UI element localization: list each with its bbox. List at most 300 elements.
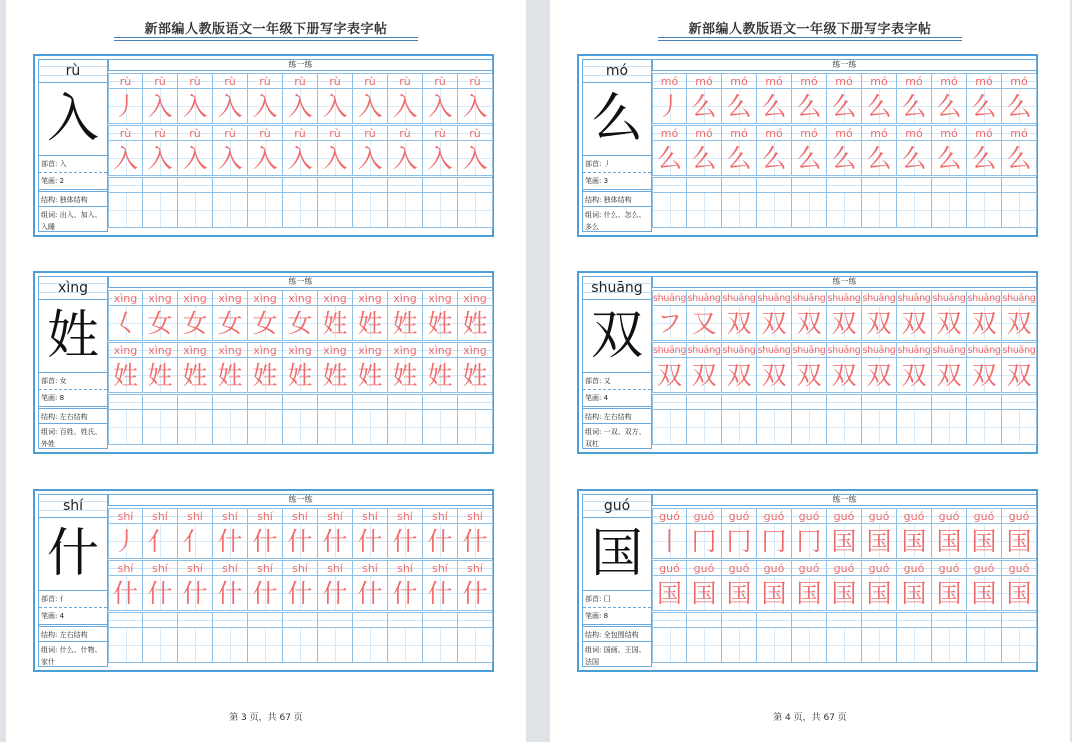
tracing-cell[interactable]: [423, 576, 458, 611]
empty-pinyin-cell[interactable]: [932, 177, 967, 193]
empty-pinyin-cell[interactable]: [143, 177, 178, 193]
tracing-cell[interactable]: [932, 358, 967, 393]
tracing-cell[interactable]: [178, 576, 213, 611]
pinyin-cell: guó: [932, 508, 967, 524]
pinyin-cell: guó: [827, 560, 862, 576]
empty-writing-cell[interactable]: [353, 193, 388, 228]
tracing-cell[interactable]: [827, 89, 862, 124]
empty-writing-cell[interactable]: [143, 410, 178, 445]
empty-writing-cell[interactable]: [967, 410, 1002, 445]
empty-pinyin-cell[interactable]: [388, 394, 423, 410]
empty-pinyin-cell[interactable]: [932, 612, 967, 628]
tracing-cell[interactable]: [687, 524, 722, 559]
empty-writing-cell[interactable]: [827, 410, 862, 445]
tracing-cell[interactable]: [178, 89, 213, 124]
empty-writing-cell[interactable]: [897, 193, 932, 228]
empty-writing-cell[interactable]: [213, 193, 248, 228]
empty-writing-cell[interactable]: [792, 628, 827, 663]
empty-writing-cell[interactable]: [353, 628, 388, 663]
empty-writing-cell[interactable]: [652, 193, 687, 228]
tracing-cell[interactable]: [283, 89, 318, 124]
tracing-cell[interactable]: [423, 306, 458, 341]
tracing-cell[interactable]: [792, 524, 827, 559]
tracing-cell[interactable]: [967, 141, 1002, 176]
empty-pinyin-cell[interactable]: [1002, 177, 1037, 193]
empty-pinyin-cell[interactable]: [143, 394, 178, 410]
tracing-cell[interactable]: [143, 141, 178, 176]
tracing-cell[interactable]: [687, 358, 722, 393]
empty-pinyin-cell[interactable]: [213, 177, 248, 193]
empty-writing-cell[interactable]: [458, 628, 493, 663]
empty-pinyin-cell[interactable]: [757, 612, 792, 628]
empty-writing-cell[interactable]: [458, 193, 493, 228]
tracing-cell[interactable]: [143, 524, 178, 559]
tracing-cell[interactable]: [178, 358, 213, 393]
tracing-char: 入: [252, 144, 278, 173]
empty-pinyin-cell[interactable]: [792, 612, 827, 628]
empty-writing-cell[interactable]: [722, 193, 757, 228]
empty-writing-cell[interactable]: [862, 410, 897, 445]
tracing-cell[interactable]: [897, 89, 932, 124]
empty-writing-cell[interactable]: [862, 628, 897, 663]
pinyin-cell: xìng: [353, 342, 388, 358]
tracing-cell[interactable]: [687, 576, 722, 611]
empty-pinyin-cell[interactable]: [967, 394, 1002, 410]
tracing-cell[interactable]: [932, 576, 967, 611]
tracing-cell[interactable]: [388, 306, 423, 341]
tracing-cell[interactable]: [862, 89, 897, 124]
tracing-cell[interactable]: [108, 141, 143, 176]
tracing-cell[interactable]: [213, 306, 248, 341]
pinyin-cell: mó: [687, 73, 722, 89]
tracing-cell[interactable]: [108, 89, 143, 124]
tracing-cell[interactable]: [722, 89, 757, 124]
empty-pinyin-cell[interactable]: [388, 177, 423, 193]
tracing-cell[interactable]: [213, 576, 248, 611]
tracing-cell[interactable]: [458, 358, 493, 393]
empty-writing-cell[interactable]: [388, 410, 423, 445]
empty-pinyin-cell[interactable]: [213, 394, 248, 410]
empty-pinyin-cell[interactable]: [722, 612, 757, 628]
tracing-cell[interactable]: [178, 306, 213, 341]
empty-pinyin-cell[interactable]: [458, 177, 493, 193]
empty-pinyin-cell[interactable]: [967, 177, 1002, 193]
tracing-cell[interactable]: [248, 524, 283, 559]
empty-writing-cell[interactable]: [932, 193, 967, 228]
empty-pinyin-cell[interactable]: [757, 394, 792, 410]
tracing-cell[interactable]: [318, 141, 353, 176]
tracing-cell[interactable]: [1002, 524, 1037, 559]
empty-pinyin-cell[interactable]: [318, 394, 353, 410]
tracing-cell[interactable]: [1002, 141, 1037, 176]
tracing-cell[interactable]: [897, 306, 932, 341]
empty-pinyin-cell[interactable]: [283, 612, 318, 628]
empty-pinyin-cell[interactable]: [897, 177, 932, 193]
tracing-cell[interactable]: [213, 358, 248, 393]
tracing-cell[interactable]: [722, 576, 757, 611]
empty-writing-cell[interactable]: [318, 410, 353, 445]
tracing-cell[interactable]: [178, 141, 213, 176]
pinyin-cell: shí: [143, 560, 178, 576]
tracing-cell[interactable]: [178, 524, 213, 559]
tracing-cell[interactable]: [143, 576, 178, 611]
tracing-cell[interactable]: [143, 89, 178, 124]
empty-pinyin-cell[interactable]: [458, 394, 493, 410]
empty-writing-cell[interactable]: [1002, 628, 1037, 663]
empty-writing-cell[interactable]: [792, 410, 827, 445]
empty-pinyin-cell[interactable]: [423, 394, 458, 410]
pinyin-cell: guó: [1002, 508, 1037, 524]
empty-pinyin-cell[interactable]: [722, 394, 757, 410]
empty-pinyin-cell[interactable]: [687, 612, 722, 628]
tracing-cell[interactable]: [353, 306, 388, 341]
stroke-order-char: 什: [217, 527, 243, 556]
empty-pinyin-cell[interactable]: [178, 394, 213, 410]
tracing-cell[interactable]: [827, 306, 862, 341]
tracing-cell[interactable]: [862, 141, 897, 176]
character-info-panel: [38, 276, 108, 449]
tracing-cell[interactable]: [248, 358, 283, 393]
empty-writing-cell[interactable]: [108, 193, 143, 228]
tracing-cell[interactable]: [213, 141, 248, 176]
tracing-cell[interactable]: [213, 524, 248, 559]
empty-pinyin-cell[interactable]: [932, 394, 967, 410]
empty-pinyin-cell[interactable]: [897, 612, 932, 628]
empty-pinyin-cell[interactable]: [283, 177, 318, 193]
empty-pinyin-cell[interactable]: [353, 612, 388, 628]
empty-writing-cell[interactable]: [283, 193, 318, 228]
empty-pinyin-cell[interactable]: [827, 612, 862, 628]
tracing-cell[interactable]: [318, 89, 353, 124]
empty-writing-cell[interactable]: [687, 410, 722, 445]
tracing-cell[interactable]: [388, 141, 423, 176]
tracing-cell[interactable]: [283, 576, 318, 611]
tracing-cell[interactable]: [967, 358, 1002, 393]
empty-pinyin-cell[interactable]: [213, 612, 248, 628]
tracing-cell[interactable]: [722, 358, 757, 393]
empty-pinyin-cell[interactable]: [388, 612, 423, 628]
tracing-cell[interactable]: [423, 524, 458, 559]
tracing-cell[interactable]: [143, 306, 178, 341]
pinyin-cell: shuāng: [757, 290, 792, 306]
pinyin-cell: mó: [932, 73, 967, 89]
tracing-cell[interactable]: [862, 576, 897, 611]
tracing-cell[interactable]: [388, 89, 423, 124]
empty-writing-cell[interactable]: [757, 628, 792, 663]
tracing-cell[interactable]: [388, 358, 423, 393]
empty-pinyin-cell[interactable]: [248, 177, 283, 193]
stroke-order-char: 么: [761, 92, 787, 121]
tracing-cell[interactable]: [458, 306, 493, 341]
tracing-cell[interactable]: [353, 358, 388, 393]
tracing-cell[interactable]: [388, 524, 423, 559]
empty-writing-cell[interactable]: [178, 193, 213, 228]
tracing-cell[interactable]: [827, 524, 862, 559]
tracing-cell[interactable]: [423, 141, 458, 176]
empty-pinyin-cell[interactable]: [1002, 394, 1037, 410]
tracing-cell[interactable]: [652, 576, 687, 611]
tracing-char: 入: [217, 144, 243, 173]
tracing-cell[interactable]: [1002, 576, 1037, 611]
empty-writing-cell[interactable]: [652, 628, 687, 663]
pinyin-cell: shí: [353, 560, 388, 576]
tracing-cell[interactable]: [827, 576, 862, 611]
tracing-cell[interactable]: [318, 306, 353, 341]
tracing-cell[interactable]: [108, 524, 143, 559]
stroke-order-char: 姓: [427, 309, 453, 338]
tracing-cell[interactable]: [213, 89, 248, 124]
tracing-cell[interactable]: [722, 306, 757, 341]
tracing-cell[interactable]: [388, 576, 423, 611]
tracing-cell[interactable]: [792, 306, 827, 341]
empty-pinyin-cell[interactable]: [862, 177, 897, 193]
tracing-cell[interactable]: [652, 306, 687, 341]
page-footer: 第 3 页，共 67 页: [229, 713, 303, 723]
tracing-cell[interactable]: [932, 306, 967, 341]
tracing-cell[interactable]: [757, 524, 792, 559]
tracing-cell[interactable]: [248, 306, 283, 341]
tracing-cell[interactable]: [687, 89, 722, 124]
tracing-char: 入: [147, 144, 173, 173]
tracing-cell[interactable]: [353, 141, 388, 176]
tracing-cell[interactable]: [248, 576, 283, 611]
pinyin-cell: mó: [967, 125, 1002, 141]
tracing-cell[interactable]: [932, 141, 967, 176]
empty-writing-cell[interactable]: [108, 628, 143, 663]
tracing-cell[interactable]: [792, 89, 827, 124]
empty-pinyin-cell[interactable]: [652, 394, 687, 410]
empty-pinyin-cell[interactable]: [458, 612, 493, 628]
empty-writing-cell[interactable]: [108, 410, 143, 445]
tracing-cell[interactable]: [353, 576, 388, 611]
empty-pinyin-cell[interactable]: [967, 612, 1002, 628]
tracing-cell[interactable]: [862, 306, 897, 341]
empty-pinyin-cell[interactable]: [108, 394, 143, 410]
empty-pinyin-cell[interactable]: [792, 394, 827, 410]
empty-pinyin-cell[interactable]: [283, 394, 318, 410]
empty-writing-cell[interactable]: [178, 628, 213, 663]
empty-writing-cell[interactable]: [722, 410, 757, 445]
empty-writing-cell[interactable]: [862, 193, 897, 228]
empty-pinyin-cell[interactable]: [897, 394, 932, 410]
empty-writing-cell[interactable]: [353, 410, 388, 445]
pinyin-cell: shí: [388, 508, 423, 524]
tracing-cell[interactable]: [1002, 306, 1037, 341]
tracing-cell[interactable]: [897, 576, 932, 611]
tracing-cell[interactable]: [353, 524, 388, 559]
tracing-cell[interactable]: [792, 358, 827, 393]
tracing-cell[interactable]: [458, 141, 493, 176]
tracing-cell[interactable]: [757, 306, 792, 341]
empty-writing-cell[interactable]: [458, 410, 493, 445]
radical-label: 部首: 囗: [583, 590, 651, 607]
empty-pinyin-cell[interactable]: [423, 177, 458, 193]
empty-pinyin-cell[interactable]: [722, 177, 757, 193]
empty-writing-cell[interactable]: [423, 410, 458, 445]
tracing-cell[interactable]: [318, 524, 353, 559]
empty-writing-cell[interactable]: [827, 193, 862, 228]
empty-pinyin-cell[interactable]: [318, 612, 353, 628]
pinyin-cell: xìng: [388, 342, 423, 358]
empty-pinyin-cell[interactable]: [318, 177, 353, 193]
tracing-cell[interactable]: [423, 358, 458, 393]
tracing-cell[interactable]: [897, 141, 932, 176]
tracing-cell[interactable]: [108, 576, 143, 611]
empty-writing-cell[interactable]: [792, 193, 827, 228]
tracing-cell[interactable]: [827, 141, 862, 176]
tracing-cell[interactable]: [108, 306, 143, 341]
stroke-order-char: 国: [971, 527, 997, 556]
tracing-cell[interactable]: [932, 524, 967, 559]
empty-writing-cell[interactable]: [283, 410, 318, 445]
empty-writing-cell[interactable]: [318, 628, 353, 663]
empty-writing-cell[interactable]: [318, 193, 353, 228]
stroke-order-char: 又: [691, 309, 717, 338]
tracing-cell[interactable]: [757, 141, 792, 176]
tracing-cell[interactable]: [108, 358, 143, 393]
pinyin-cell: rù: [388, 73, 423, 89]
tracing-cell[interactable]: [458, 89, 493, 124]
tracing-cell[interactable]: [932, 89, 967, 124]
empty-writing-cell[interactable]: [248, 193, 283, 228]
empty-writing-cell[interactable]: [283, 628, 318, 663]
tracing-cell[interactable]: [652, 89, 687, 124]
empty-writing-cell[interactable]: [213, 628, 248, 663]
empty-writing-cell[interactable]: [827, 628, 862, 663]
empty-writing-cell[interactable]: [932, 628, 967, 663]
empty-pinyin-cell[interactable]: [652, 177, 687, 193]
pinyin-cell: shí: [283, 508, 318, 524]
empty-writing-cell[interactable]: [143, 628, 178, 663]
pinyin-cell: shuāng: [1002, 290, 1037, 306]
stroke-order-char: 双: [971, 309, 997, 338]
pinyin-cell: guó: [757, 560, 792, 576]
empty-writing-cell[interactable]: [932, 410, 967, 445]
tracing-cell[interactable]: [792, 576, 827, 611]
empty-pinyin-cell[interactable]: [687, 394, 722, 410]
tracing-char: 什: [182, 579, 208, 608]
pinyin-cell: xìng: [318, 342, 353, 358]
empty-writing-cell[interactable]: [757, 193, 792, 228]
empty-writing-cell[interactable]: [248, 410, 283, 445]
empty-pinyin-cell[interactable]: [827, 394, 862, 410]
tracing-cell[interactable]: [967, 576, 1002, 611]
empty-pinyin-cell[interactable]: [827, 177, 862, 193]
empty-pinyin-cell[interactable]: [248, 394, 283, 410]
pinyin-cell: rù: [353, 125, 388, 141]
tracing-cell[interactable]: [353, 89, 388, 124]
tracing-cell[interactable]: [967, 306, 1002, 341]
tracing-cell[interactable]: [652, 358, 687, 393]
empty-pinyin-cell[interactable]: [353, 177, 388, 193]
tracing-cell[interactable]: [248, 89, 283, 124]
tracing-cell[interactable]: [967, 524, 1002, 559]
empty-writing-cell[interactable]: [143, 193, 178, 228]
empty-writing-cell[interactable]: [897, 410, 932, 445]
tracing-char: 么: [761, 144, 787, 173]
tracing-cell[interactable]: [897, 358, 932, 393]
tracing-cell[interactable]: [283, 358, 318, 393]
empty-writing-cell[interactable]: [1002, 410, 1037, 445]
empty-pinyin-cell[interactable]: [423, 612, 458, 628]
empty-pinyin-cell[interactable]: [687, 177, 722, 193]
tracing-cell[interactable]: [318, 358, 353, 393]
empty-pinyin-cell[interactable]: [178, 177, 213, 193]
tracing-cell[interactable]: [757, 576, 792, 611]
empty-pinyin-cell[interactable]: [757, 177, 792, 193]
tracing-cell[interactable]: [862, 524, 897, 559]
empty-pinyin-cell[interactable]: [862, 612, 897, 628]
empty-writing-cell[interactable]: [967, 628, 1002, 663]
empty-writing-cell[interactable]: [423, 628, 458, 663]
empty-writing-cell[interactable]: [213, 410, 248, 445]
tracing-cell[interactable]: [458, 576, 493, 611]
empty-pinyin-cell[interactable]: [108, 612, 143, 628]
empty-pinyin-cell[interactable]: [862, 394, 897, 410]
tracing-cell[interactable]: [862, 358, 897, 393]
empty-writing-cell[interactable]: [178, 410, 213, 445]
tracing-cell[interactable]: [283, 524, 318, 559]
empty-writing-cell[interactable]: [897, 628, 932, 663]
character-card: [33, 271, 494, 454]
tracing-cell[interactable]: [283, 306, 318, 341]
tracing-cell[interactable]: [423, 89, 458, 124]
empty-pinyin-cell[interactable]: [108, 177, 143, 193]
tracing-cell[interactable]: [283, 141, 318, 176]
tracing-cell[interactable]: [687, 141, 722, 176]
empty-pinyin-cell[interactable]: [353, 394, 388, 410]
empty-writing-cell[interactable]: [687, 628, 722, 663]
empty-writing-cell[interactable]: [652, 410, 687, 445]
tracing-cell[interactable]: [757, 89, 792, 124]
empty-pinyin-cell[interactable]: [792, 177, 827, 193]
empty-pinyin-cell[interactable]: [143, 612, 178, 628]
empty-pinyin-cell[interactable]: [1002, 612, 1037, 628]
tracing-cell[interactable]: [1002, 358, 1037, 393]
tracing-cell[interactable]: [318, 576, 353, 611]
tracing-cell[interactable]: [722, 141, 757, 176]
empty-pinyin-cell[interactable]: [652, 612, 687, 628]
tracing-cell[interactable]: [827, 358, 862, 393]
empty-writing-cell[interactable]: [757, 410, 792, 445]
tracing-cell[interactable]: [1002, 89, 1037, 124]
empty-writing-cell[interactable]: [1002, 193, 1037, 228]
empty-writing-cell[interactable]: [388, 193, 423, 228]
tracing-cell[interactable]: [652, 524, 687, 559]
empty-writing-cell[interactable]: [388, 628, 423, 663]
empty-pinyin-cell[interactable]: [178, 612, 213, 628]
tracing-cell[interactable]: [757, 358, 792, 393]
empty-writing-cell[interactable]: [248, 628, 283, 663]
tracing-cell[interactable]: [652, 141, 687, 176]
pinyin-cell: rù: [388, 125, 423, 141]
tracing-cell[interactable]: [458, 524, 493, 559]
pinyin-cell: shuāng: [967, 342, 1002, 358]
tracing-cell[interactable]: [687, 306, 722, 341]
tracing-cell[interactable]: [967, 89, 1002, 124]
tracing-cell[interactable]: [722, 524, 757, 559]
empty-writing-cell[interactable]: [967, 193, 1002, 228]
tracing-cell[interactable]: [897, 524, 932, 559]
empty-pinyin-cell[interactable]: [248, 612, 283, 628]
empty-writing-cell[interactable]: [687, 193, 722, 228]
empty-writing-cell[interactable]: [423, 193, 458, 228]
tracing-cell[interactable]: [248, 141, 283, 176]
tracing-cell[interactable]: [143, 358, 178, 393]
tracing-cell[interactable]: [792, 141, 827, 176]
empty-writing-cell[interactable]: [722, 628, 757, 663]
character-info-panel: [38, 59, 108, 232]
